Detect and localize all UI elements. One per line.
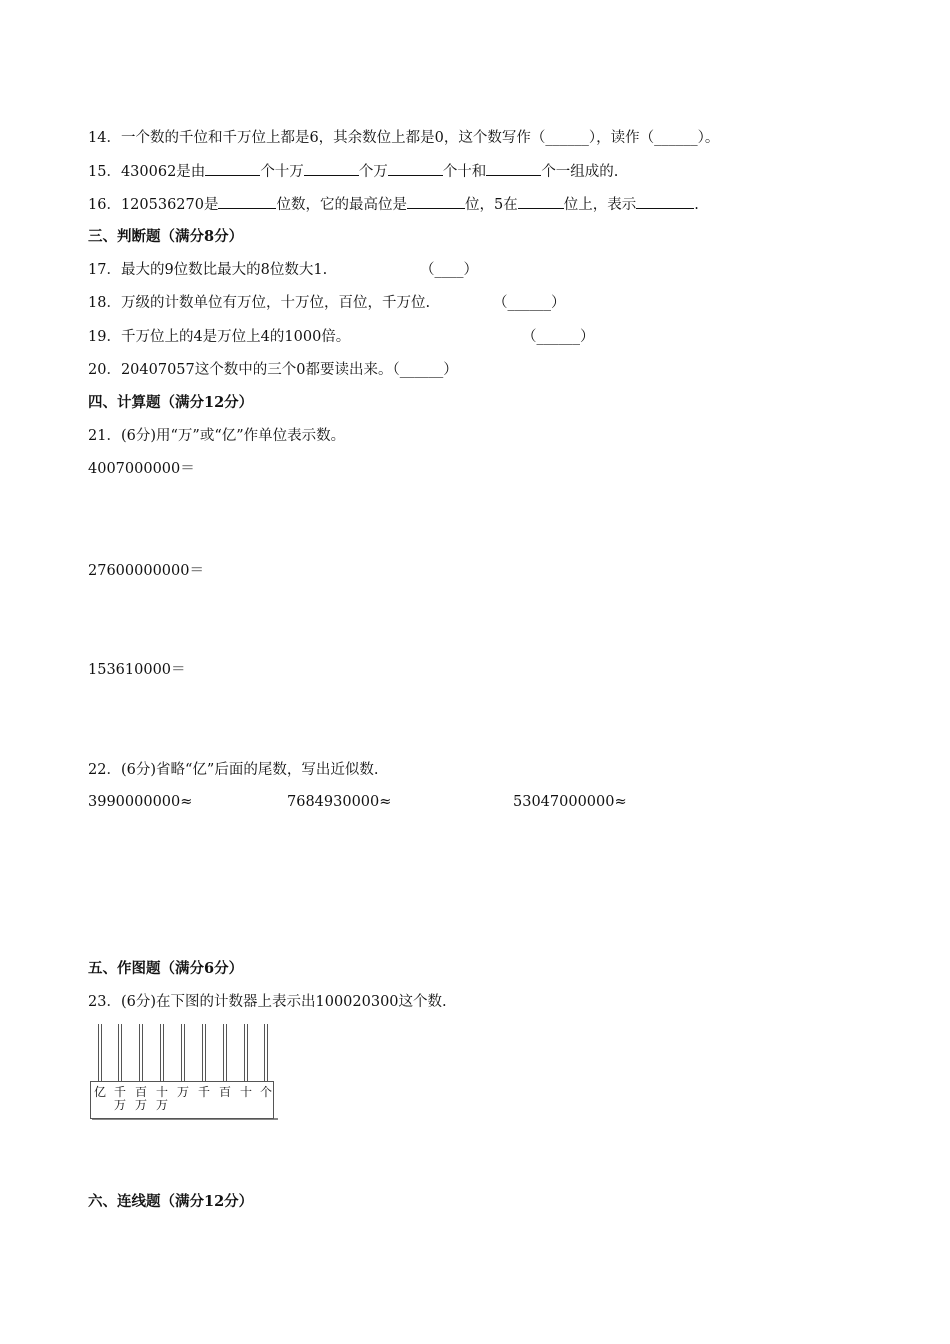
abacus-label-bai: 百	[218, 1085, 231, 1099]
abacus-label-ge: 个	[259, 1085, 272, 1099]
answer-blank[interactable]	[388, 161, 443, 176]
abacus-label-qianwan: 千 万	[113, 1085, 126, 1112]
abacus-label-qian: 千	[197, 1085, 210, 1099]
question-19-answer-paren[interactable]: （______）	[522, 329, 595, 345]
abacus-rod-shiwan[interactable]	[160, 1024, 164, 1082]
abacus-label-baiwan: 百 万	[134, 1085, 147, 1112]
question-16-text-4: .	[694, 197, 699, 213]
abacus-rod-qian[interactable]	[202, 1024, 206, 1082]
question-21-item-1: 4007000000＝	[88, 461, 195, 477]
answer-blank[interactable]	[218, 194, 276, 209]
section-heading-calculation: 四、计算题（满分12分）	[88, 394, 254, 411]
abacus-rod-shi[interactable]	[244, 1024, 248, 1082]
abacus-rod-bai[interactable]	[223, 1024, 227, 1082]
abacus-label-wan: 万	[176, 1085, 189, 1099]
abacus-figure[interactable]	[88, 1024, 278, 1126]
answer-blank[interactable]	[486, 161, 541, 176]
question-17-text: 17．最大的9位数比最大的8位数大1.	[88, 262, 328, 278]
question-15-text-1: 个十万	[260, 164, 304, 180]
question-23: 23．(6分)在下图的计数器上表示出100020300这个数.	[88, 994, 447, 1010]
question-16-text-1: 位数，它的最高位是	[276, 197, 407, 213]
answer-blank[interactable]	[304, 161, 359, 176]
abacus-label-shi: 十	[239, 1085, 252, 1099]
abacus-rod-ge[interactable]	[264, 1024, 268, 1082]
question-17-answer-paren[interactable]: （____）	[420, 262, 478, 278]
question-19	[88, 327, 350, 347]
answer-blank[interactable]	[636, 194, 694, 209]
question-18-text: 18．万级的计数单位有万位，十万位，百位，千万位.	[88, 295, 431, 311]
question-14	[88, 128, 719, 148]
question-14-blank-b[interactable]: ______	[654, 130, 698, 146]
question-18-answer-paren[interactable]: （______）	[493, 295, 566, 311]
abacus-label-shiwan: 十 万	[155, 1085, 168, 1112]
answer-blank[interactable]	[205, 161, 260, 176]
question-22-item-2: 7684930000≈	[287, 794, 392, 810]
question-20: 20．20407057这个数中的三个0都要读出来。（______）	[88, 362, 458, 378]
question-22-item-1: 3990000000≈	[88, 794, 193, 810]
question-16	[88, 194, 699, 215]
question-14-blank-a[interactable]: ______	[545, 130, 589, 146]
question-14-text-b: ），读作（	[588, 130, 655, 146]
question-15-text-3: 个十和	[442, 164, 487, 180]
section-heading-judgement: 三、判断题（满分8分）	[88, 228, 244, 245]
section-heading-drawing: 五、作图题（满分6分）	[88, 960, 244, 977]
answer-blank[interactable]	[518, 194, 564, 209]
question-16-number: 16．120536270是	[88, 197, 219, 213]
question-17	[88, 260, 327, 280]
section-heading-matching: 六、连线题（满分12分）	[88, 1193, 254, 1210]
question-15	[88, 161, 618, 182]
question-22: 22．(6分)省略“亿”后面的尾数，写出近似数.	[88, 762, 379, 778]
question-14-text-c: ）。	[697, 130, 720, 146]
question-19-text: 19．千万位上的4是万位上4的1000倍。	[88, 329, 351, 345]
question-21-item-3: 153610000＝	[88, 662, 186, 678]
abacus-label-yi: 亿	[93, 1085, 106, 1099]
question-15-text-4: 个一组成的.	[541, 164, 619, 180]
question-15-text-2: 个万	[358, 164, 388, 180]
abacus-rod-wan[interactable]	[181, 1024, 185, 1082]
question-16-text-2: 位，5在	[464, 197, 518, 213]
abacus-rod-yi[interactable]	[98, 1024, 102, 1082]
abacus-rod-qianwan[interactable]	[118, 1024, 122, 1082]
question-14-text-a: 14．一个数的千位和千万位上都是6，其余数位上都是0，这个数写作（	[88, 130, 546, 146]
answer-blank[interactable]	[407, 194, 465, 209]
question-16-text-3: 位上，表示	[563, 197, 637, 213]
question-18	[88, 293, 430, 313]
abacus-rod-baiwan[interactable]	[139, 1024, 143, 1082]
question-15-number: 15．430062是由	[88, 164, 206, 180]
question-21: 21．(6分)用“万”或“亿”作单位表示数。	[88, 428, 346, 444]
question-21-item-2: 27600000000＝	[88, 563, 204, 579]
question-22-item-3: 53047000000≈	[513, 794, 627, 810]
